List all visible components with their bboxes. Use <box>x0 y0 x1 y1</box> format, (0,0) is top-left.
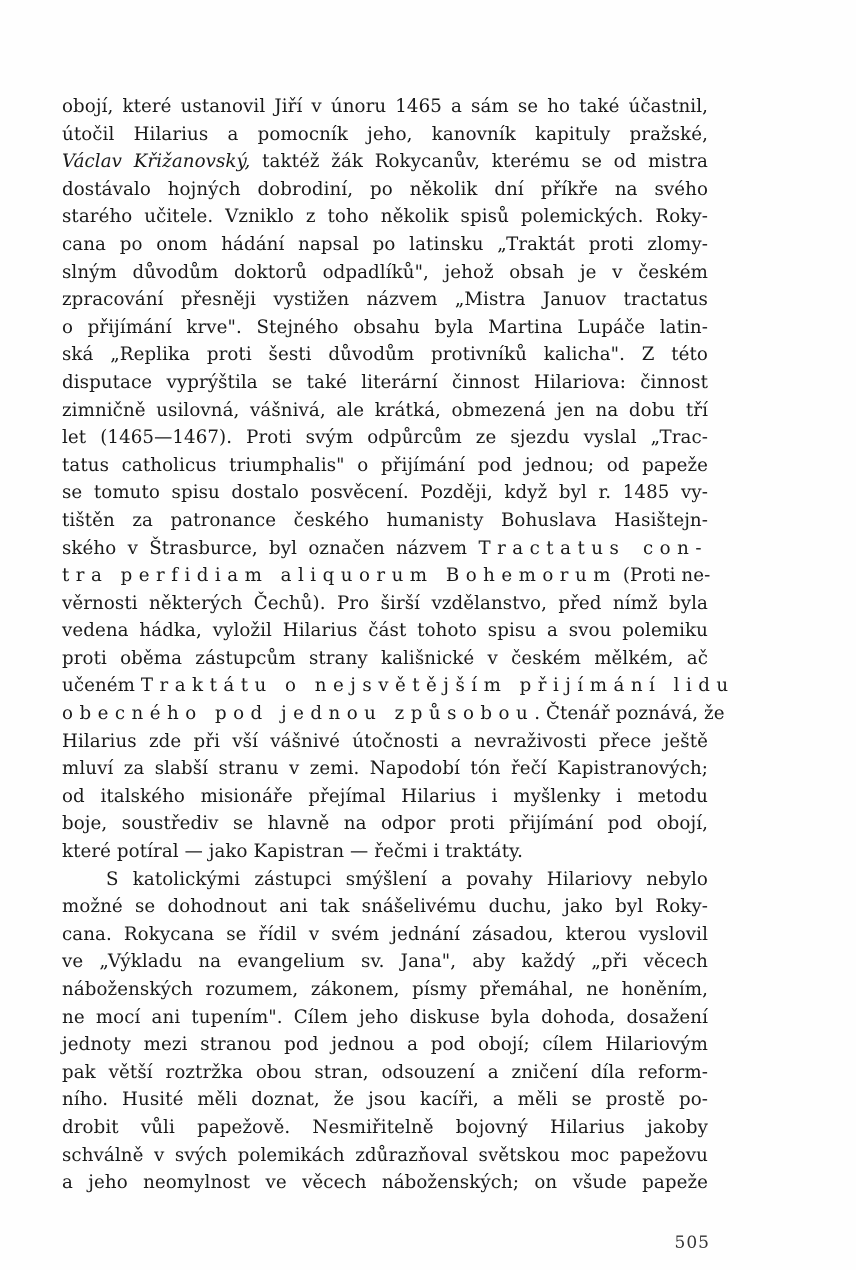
text-segment: obojí, které ustanovil Jiří v únoru 1465 a sám se ho také účastnil, <box>62 96 708 117</box>
text-line <box>62 148 708 176</box>
text-line <box>62 755 708 783</box>
text-segment: . Čtenář poznává, že <box>534 703 725 725</box>
text-segment: let (1465—1467). Proti svým odpůrcům ze sjezdu vyslal „Trac- <box>62 427 708 449</box>
text-segment: učeném <box>62 675 141 697</box>
text-segment: dostávalo hojných dobrodiní, po několik dní příkře na svého <box>62 178 708 200</box>
text-line <box>62 93 708 121</box>
text-line <box>62 369 708 397</box>
text-segment: a jeho neomylnost ve věcech náboženských; on všude papeže <box>62 1172 708 1194</box>
italic-name: Václav Křižanovský, <box>62 151 251 173</box>
text-segment: (Proti ne- <box>616 565 711 587</box>
text-line <box>62 1031 708 1059</box>
text-line <box>62 893 708 921</box>
text-line <box>62 121 708 149</box>
text-segment: útočil Hilarius a pomocník jeho, kanovník kapituly pražské, <box>62 123 708 145</box>
text-line <box>62 948 708 976</box>
text-line <box>62 203 708 231</box>
text-line <box>62 535 708 563</box>
text-segment: tištěn za patronance českého humanisty Bohuslava Hasištejn- <box>62 509 708 531</box>
body-text <box>62 93 735 1197</box>
text-segment: Hilarius zde při vší vášnivé útočnosti a nevraživosti přece ještě <box>62 730 708 752</box>
spaced-title: Traktátu o nejsvětějším přijímání lidu <box>140 675 735 697</box>
spaced-title: Tractatus con- <box>478 537 708 559</box>
text-line <box>62 1114 708 1142</box>
text-segment: tatus catholicus triumphalis" o přijímání pod jednou; od papeže <box>62 454 708 476</box>
text-line <box>62 617 708 645</box>
text-line <box>62 783 708 811</box>
spaced-title: tra perfidiam aliquorum Bohemorum <box>62 565 617 587</box>
text-line <box>62 562 711 590</box>
text-segment: mluví za slabší stranu v zemi. Napodobí tón řečí Kapistranových; <box>62 758 708 780</box>
text-line <box>62 479 708 507</box>
text-segment: zpracování přesněji vystižen názvem „Mistra Januov tractatus <box>62 289 708 311</box>
text-line <box>62 866 708 894</box>
text-segment: pak větší roztržka obou stran, odsouzení a zničení díla reform- <box>62 1061 708 1083</box>
text-segment: cana po onom hádání napsal po latinsku „Traktát proti zlomy- <box>62 233 708 255</box>
text-segment: náboženských rozumem, zákonem, písmy přemáhal, ne honěním, <box>62 979 708 1000</box>
text-line <box>62 1086 708 1114</box>
text-segment: boje, soustřediv se hlavně na odpor proti přijímání pod obojí, <box>62 813 708 835</box>
text-line <box>62 314 708 342</box>
text-line <box>62 590 708 618</box>
text-segment: cana. Rokycana se řídil v svém jednání zásadou, kterou vyslovil <box>62 923 708 945</box>
text-line <box>62 810 708 838</box>
text-line <box>62 700 725 728</box>
text-line <box>62 728 708 756</box>
text-line <box>62 976 708 1004</box>
text-line <box>62 507 708 535</box>
text-segment: slným důvodům doktorů odpadlíků", jehož obsah je v českém <box>62 261 708 283</box>
text-segment: taktéž žák Rokycanův, kterému se od mistra <box>250 151 708 173</box>
text-segment: ního. Husité měli doznat, že jsou kacíři, a měli se prostě po- <box>62 1089 708 1111</box>
text-segment: se tomuto spisu dostalo posvěcení. Později, když byl r. 1485 vy- <box>62 482 708 504</box>
text-segment: ve „Výkladu na evangelium sv. Jana", aby každý „při věcech <box>62 951 708 973</box>
page-number: 505 <box>674 1233 710 1253</box>
text-segment: jednoty mezi stranou pod jednou a pod obojí; cílem Hilariovým <box>62 1034 708 1056</box>
text-segment: drobit vůli papežově. Nesmiřitelně bojovný Hilarius jakoby <box>62 1116 708 1138</box>
text-line <box>62 231 708 259</box>
text-line <box>62 397 708 425</box>
text-line <box>62 1169 708 1197</box>
text-segment: ského v Štrasburce, byl označen názvem <box>62 537 479 559</box>
text-line <box>62 645 708 673</box>
text-line <box>62 672 735 700</box>
text-line <box>62 921 708 949</box>
text-segment: S katolickými zástupci smýšlení a povahy Hilariovy nebylo <box>106 868 708 890</box>
text-segment: o přijímání krve". Stejného obsahu byla Martina Lupáče latin- <box>62 316 708 338</box>
text-segment: vedena hádka, vyložil Hilarius část tohoto spisu a svou polemiku <box>62 620 708 642</box>
text-line <box>62 1142 708 1170</box>
text-segment: proti oběma zástupcům strany kališnické v českém mělkém, ač <box>62 647 708 669</box>
text-segment: starého učitele. Vzniklo z toho několik spisů polemických. Roky- <box>62 206 708 228</box>
text-line <box>62 1059 708 1087</box>
text-line <box>62 424 708 452</box>
text-line <box>62 286 708 314</box>
text-line <box>62 452 708 480</box>
text-line <box>62 176 708 204</box>
text-line <box>62 838 708 866</box>
text-line <box>62 1004 708 1032</box>
spaced-title: obecného pod jednou způsobou <box>62 703 535 725</box>
text-segment: věrnosti některých Čechů). Pro širší vzdělanstvo, před nímž byla <box>62 592 708 614</box>
text-segment: ská „Replika proti šesti důvodům protivníků kalicha". Z této <box>62 344 708 366</box>
text-segment: disputace vyprýštila se také literární činnost Hilariova: činnost <box>62 371 708 393</box>
text-segment: které potíral — jako Kapistran — řečmi i traktáty. <box>62 841 523 863</box>
text-segment: možné se dohodnout ani tak snášelivému duchu, jako byl Roky- <box>62 896 708 918</box>
text-segment: ne mocí ani tupením". Cílem jeho diskuse byla dohoda, dosažení <box>62 1006 708 1028</box>
text-segment: schválně v svých polemikách zdůrazňoval světskou moc papežovu <box>62 1144 708 1166</box>
text-segment: zimničně usilovná, vášnivá, ale krátká, obmezená jen na dobu tří <box>62 399 708 421</box>
text-line <box>62 341 708 369</box>
text-line <box>62 259 708 287</box>
text-segment: od italského misionáře přejímal Hilarius i myšlenky i metodu <box>62 785 708 807</box>
